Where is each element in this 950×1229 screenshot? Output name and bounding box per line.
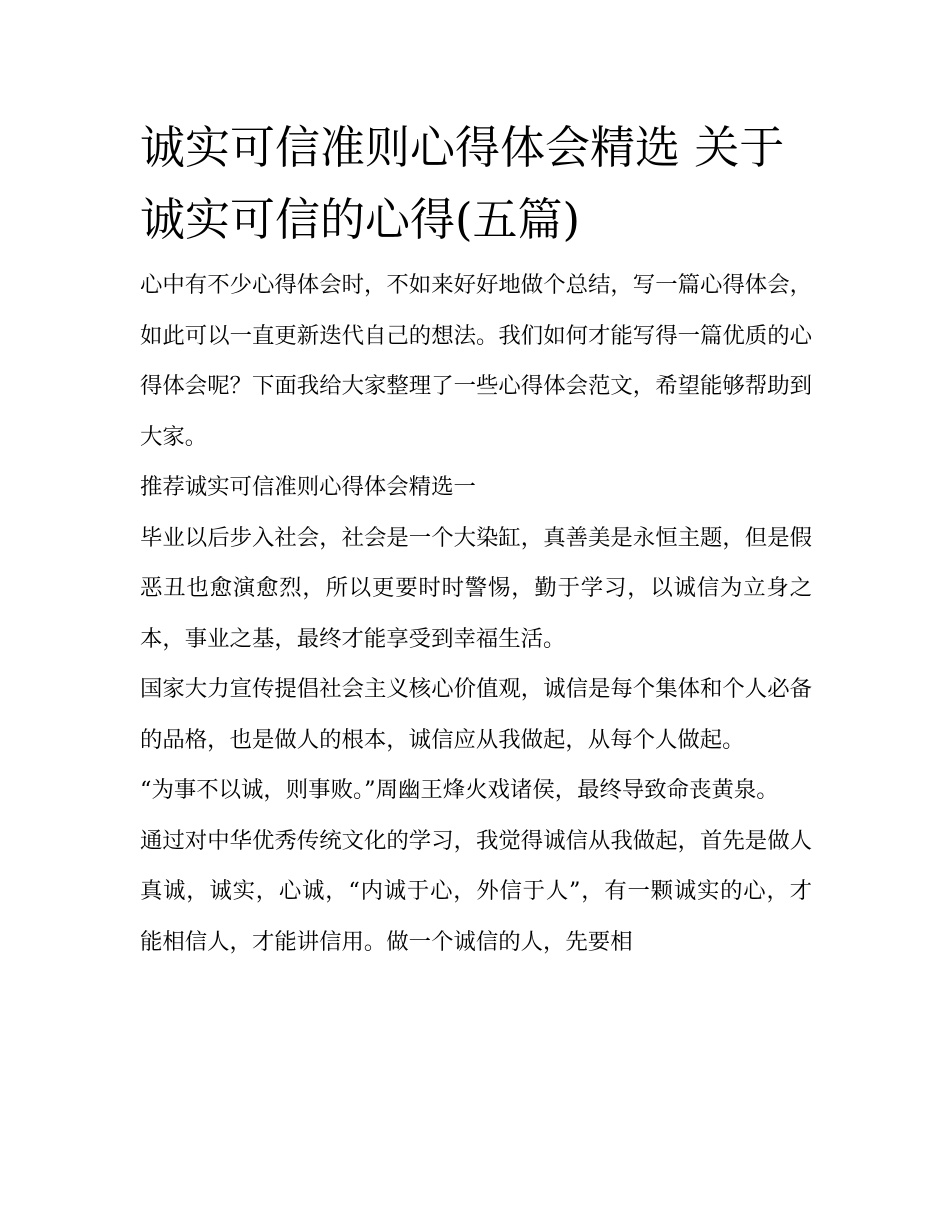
title-block — [140, 112, 812, 256]
body-paragraph-1: 毕业以后步入社会，社会是一个大染缸，真善美是永恒主题，但是假恶丑也愈演愈烈，所以更要时时警惕，勤于学习，以诚信为立身之本，事业之基，最终才能享受到幸福生活。 — [140, 524, 812, 652]
intro-paragraph: 心中有不少心得体会时，不如来好好地做个总结，写一篇心得体会，如此可以一直更新迭代自己的想法。我们如何才能写得一篇优质的心得体会呢？下面我给大家整理了一些心得体会范文，希望能够帮助到大家。 — [140, 272, 812, 450]
body-paragraph-2: 国家大力宣传提倡社会主义核心价值观，诚信是每个集体和个人必备的品格，也是做人的根本，诚信应从我做起，从每个人做起。 — [140, 676, 812, 753]
quote-paragraph: “为事不以诚，则事败。”周幽王烽火戏诸侯，最终导致命丧黄泉。 — [140, 777, 779, 803]
section-heading: 推荐诚实可信准则心得体会精选一 — [140, 474, 476, 500]
document-body — [140, 112, 812, 967]
body-paragraph-3: 通过对中华优秀传统文化的学习，我觉得诚信从我做起，首先是做人真诚，诚实，心诚，“内诚于心，外信于人”，有一颗诚实的心，才能相信人，才能讲信用。做一个诚信的人，先要相 — [140, 827, 812, 955]
document-title: 诚实可信准则心得体会精选 关于诚实可信的心得(五篇) — [140, 121, 785, 246]
